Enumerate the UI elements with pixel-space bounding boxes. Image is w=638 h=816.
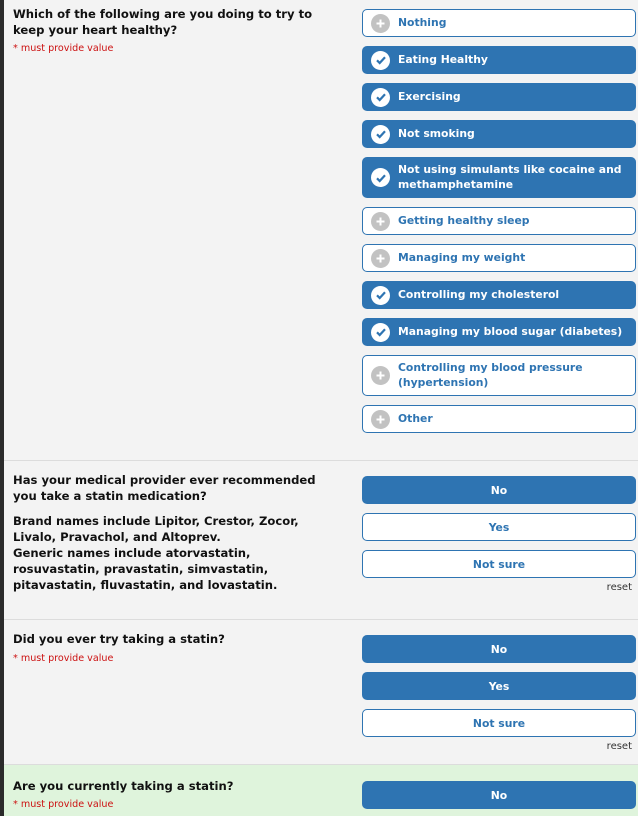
- question-statin-recommended: Has your medical provider ever recommended you take a statin medication?: [13, 473, 316, 503]
- option-not-smoking[interactable]: [362, 120, 636, 148]
- option-not-using-stimulants[interactable]: [362, 157, 636, 198]
- question-heart-healthy: Which of the following are you doing to try to keep your heart healthy?: [13, 7, 313, 37]
- option-eating-healthy[interactable]: [362, 46, 636, 74]
- plus-icon: [371, 14, 390, 33]
- question-section-heart-healthy: [4, 0, 638, 461]
- checkmark-icon: [371, 51, 390, 70]
- required-note: * must provide value: [13, 653, 114, 664]
- question-currently-taking-statin: Are you currently taking a statin?: [13, 779, 234, 793]
- required-note: * must provide value: [13, 799, 114, 810]
- plus-icon: [371, 410, 390, 429]
- question-tried-statin: Did you ever try taking a statin?: [13, 632, 225, 646]
- radio-yes[interactable]: Yes: [362, 672, 636, 700]
- checkmark-icon: [371, 125, 390, 144]
- option-label: Managing my blood sugar (diabetes): [398, 324, 623, 338]
- question-section-tried-statin: [4, 620, 638, 765]
- required-note: * must provide value: [13, 43, 114, 54]
- checkmark-icon: [371, 168, 390, 187]
- option-label: Exercising: [398, 89, 461, 103]
- question-statin-recommended-block: [13, 472, 338, 593]
- plus-icon: [371, 249, 390, 268]
- radio-no[interactable]: No: [362, 781, 636, 809]
- brand-names-text: Brand names include Lipitor, Crestor, Zocor, Livalo, Pravachol, and Altoprev.: [13, 514, 299, 544]
- option-exercising[interactable]: [362, 83, 636, 111]
- reset-link[interactable]: reset: [606, 582, 632, 593]
- radio-yes[interactable]: Yes: [362, 513, 636, 541]
- option-label: Getting healthy sleep: [398, 213, 530, 227]
- option-nothing[interactable]: [362, 9, 636, 37]
- reset-link[interactable]: reset: [606, 741, 632, 752]
- option-managing-weight[interactable]: [362, 244, 636, 272]
- question-section-statin-recommended: [4, 461, 638, 620]
- generic-names-text: Generic names include atorvastatin, rosuvastatin, pravastatin, simvastatin, pitavastatin, fluvastatin, and lovastatin.: [13, 546, 278, 592]
- plus-icon: [371, 212, 390, 231]
- checkmark-icon: [371, 88, 390, 107]
- option-managing-blood-sugar[interactable]: [362, 318, 636, 346]
- option-label: Nothing: [398, 15, 447, 29]
- radio-no[interactable]: No: [362, 476, 636, 504]
- radio-not-sure[interactable]: Not sure: [362, 709, 636, 737]
- radio-no[interactable]: No: [362, 635, 636, 663]
- option-label: Other: [398, 411, 433, 425]
- question-section-currently-taking-statin: [4, 765, 638, 816]
- option-other[interactable]: [362, 405, 636, 433]
- option-label: Controlling my blood pressure (hypertension): [398, 361, 583, 389]
- option-label: Eating Healthy: [398, 52, 488, 66]
- option-label: Managing my weight: [398, 250, 526, 264]
- radio-not-sure[interactable]: Not sure: [362, 550, 636, 578]
- plus-icon: [371, 366, 390, 385]
- option-label: Controlling my cholesterol: [398, 287, 560, 301]
- option-label: Not smoking: [398, 126, 475, 140]
- checkmark-icon: [371, 323, 390, 342]
- option-label: Not using simulants like cocaine and methamphetamine: [398, 163, 622, 191]
- option-controlling-cholesterol[interactable]: [362, 281, 636, 309]
- option-healthy-sleep[interactable]: [362, 207, 636, 235]
- checkmark-icon: [371, 286, 390, 305]
- option-controlling-blood-pressure[interactable]: [362, 355, 636, 396]
